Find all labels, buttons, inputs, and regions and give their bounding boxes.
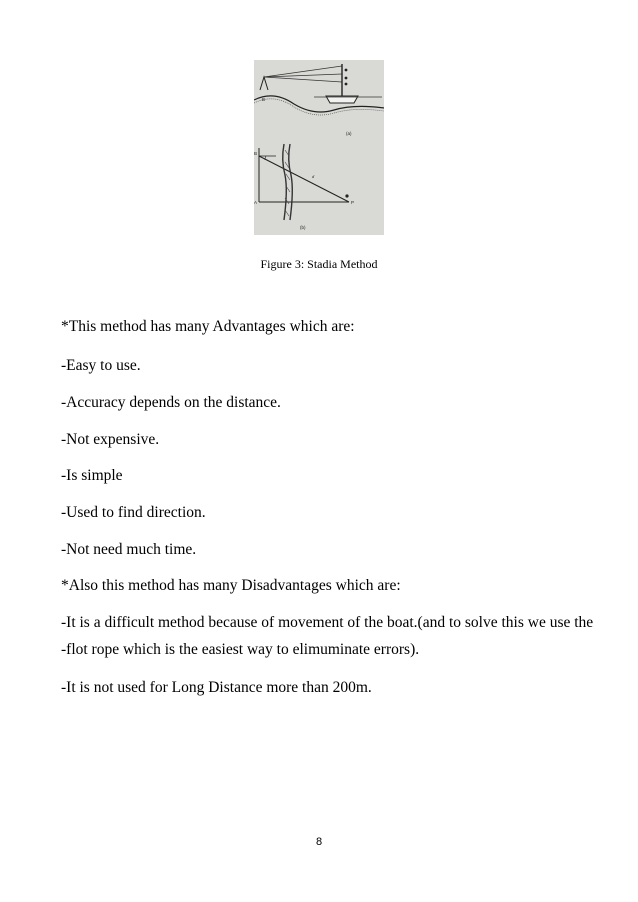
advantages-heading: *This method has many Advantages which are: [61, 318, 355, 335]
label-part-b: (b) [300, 225, 306, 230]
advantage-item: -Easy to use. [61, 357, 141, 374]
figure-caption: Figure 3: Stadia Method [260, 257, 378, 271]
diagram-part-b [254, 144, 354, 230]
page-number: 8 [315, 836, 323, 848]
disadvantages-heading: *Also this method has many Disadvantages which are: [61, 577, 401, 594]
advantage-item: -Not need much time. [61, 541, 197, 558]
advantage-item: -Not expensive. [61, 431, 160, 448]
label-p-point: P [351, 200, 355, 205]
label-b-upper: B [262, 97, 266, 102]
disadvantage-item: -It is not used for Long Distance more than 200m. [61, 679, 372, 696]
disadvantage-item: -flot rope which is the easiest way to elimuminate errors). [61, 641, 420, 658]
advantage-item: -Accuracy depends on the distance. [61, 394, 281, 411]
disadvantage-item: -It is a difficult method because of movement of the boat.(and to solve this we use the [61, 614, 594, 631]
label-d-distance: d [312, 174, 315, 179]
advantage-item: -Used to find direction. [61, 504, 206, 521]
label-a-point: A [254, 200, 258, 205]
label-b-point: B [254, 151, 258, 156]
stadia-figure [254, 60, 384, 235]
label-part-a: (a) [346, 131, 352, 136]
stadia-diagram [254, 60, 384, 235]
advantage-item: -Is simple [61, 467, 123, 484]
diagram-part-a [254, 64, 384, 136]
